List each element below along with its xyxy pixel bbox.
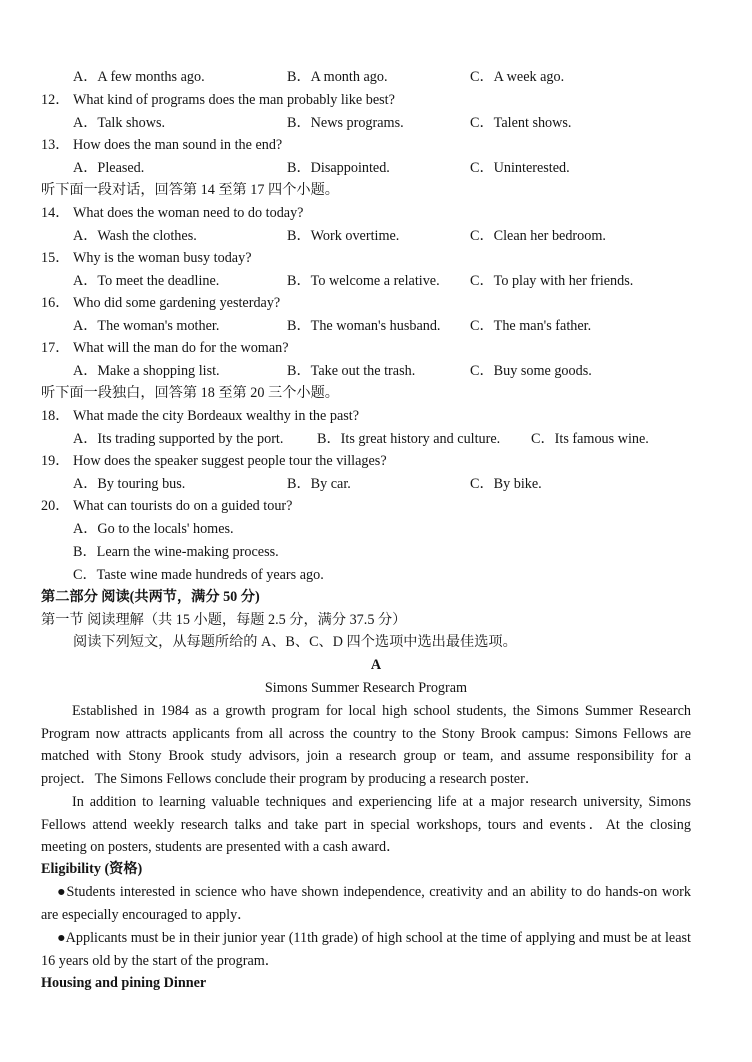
dialog-instruction: 听下面一段对话，回答第 14 至第 17 四个小题。 — [41, 182, 339, 198]
option-a: A．Pleased. — [73, 160, 145, 176]
eligibility-bullet-1 — [41, 881, 691, 926]
paragraph-text: Established in 1984 as a growth program for local high school students, the Simons Summer Research Program now attracts applicants from all across the country to the Stony Brook campus: Simons Fellows are matched with Stony Brook study advisors, join a research group or team, and assume responsibility for a project．The Simons Fellows conclude their program by producing a research poster． — [41, 703, 691, 787]
option-b: B．The woman's husband. — [287, 318, 441, 334]
option-c: C．Buy some goods. — [470, 363, 592, 379]
passage-paragraph-2 — [41, 791, 691, 859]
option-c: C．Clean her bedroom. — [470, 228, 606, 244]
option-c: C．The man's father. — [470, 318, 592, 334]
paragraph-text: In addition to learning valuable techniques and experiencing life at a major research university, Simons Fellows attend weekly research talks and take part in special workshops, tours and events．At the closing meeting on posters, students are presented with a cash award． — [41, 794, 691, 856]
question-number: 18． — [41, 408, 70, 424]
passage-letter: A — [370, 657, 382, 673]
option-b: B．A month ago. — [287, 69, 388, 85]
option-b: B．Take out the trash. — [287, 363, 416, 379]
option-c: C．Uninterested. — [470, 160, 570, 176]
part2-heading: 第二部分 阅读(共两节，满分 50 分) — [41, 589, 260, 605]
option-a: A．By touring bus. — [73, 476, 186, 492]
option-b: B．News programs. — [287, 115, 404, 131]
question-stem: What will the man do for the woman? — [73, 340, 289, 356]
option-b: B．Work overtime. — [287, 228, 400, 244]
option-c: C．By bike. — [470, 476, 542, 492]
option-c: C．A week ago. — [470, 69, 565, 85]
housing-heading: Housing and pining Dinner — [41, 975, 207, 991]
question-stem: What kind of programs does the man probably like best? — [73, 92, 395, 108]
question-stem: How does the speaker suggest people tour the villages? — [73, 453, 387, 469]
section1-heading: 第一节 阅读理解（共 15 小题，每题 2.5 分，满分 37.5 分） — [41, 612, 407, 628]
eligibility-bullet-2 — [41, 927, 691, 972]
option-c: C．To play with her friends. — [470, 273, 634, 289]
question-number: 12． — [41, 92, 70, 108]
option-a: A．To meet the deadline. — [73, 273, 220, 289]
question-stem: What made the city Bordeaux wealthy in the past? — [73, 408, 360, 424]
option-a: A．Its trading supported by the port. — [73, 431, 284, 447]
option-b: B．Disappointed. — [287, 160, 390, 176]
bullet-text: ●Students interested in science who have shown independence, creativity and an ability to do hands-on work are especially encouraged to apply． — [41, 884, 691, 923]
question-stem: How does the man sound in the end? — [73, 137, 283, 153]
question-stem: Why is the woman busy today? — [73, 250, 252, 266]
question-number: 15． — [41, 250, 70, 266]
question-number: 14． — [41, 205, 70, 221]
option-a: A．Wash the clothes. — [73, 228, 197, 244]
question-number: 17． — [41, 340, 70, 356]
question-number: 13． — [41, 137, 70, 153]
option-a: A．The woman's mother. — [73, 318, 220, 334]
question-stem: Who did some gardening yesterday? — [73, 295, 281, 311]
option-b: B．By car. — [287, 476, 351, 492]
option-b: B．To welcome a relative. — [287, 273, 440, 289]
option-c: C．Talent shows. — [470, 115, 572, 131]
option-c: C．Its famous wine. — [531, 431, 649, 447]
option-a: A．Talk shows. — [73, 115, 166, 131]
option-a: A．Go to the locals' homes. — [73, 521, 234, 537]
option-b: B．Learn the wine-making process. — [73, 544, 279, 560]
question-stem: What does the woman need to do today? — [73, 205, 304, 221]
option-c: C．Taste wine made hundreds of years ago. — [73, 567, 324, 583]
bullet-text: ●Applicants must be in their junior year (11th grade) of high school at the time of applying and must be at least 16 years old by the start of the program． — [41, 930, 691, 969]
question-number: 16． — [41, 295, 70, 311]
passage-paragraph-1 — [41, 700, 691, 790]
option-a: A．A few months ago. — [73, 69, 205, 85]
option-a: A．Make a shopping list. — [73, 363, 220, 379]
question-stem: What can tourists do on a guided tour? — [73, 498, 293, 514]
passage-title: Simons Summer Research Program — [264, 680, 468, 696]
eligibility-heading: Eligibility (资格) — [41, 861, 143, 877]
monologue-instruction: 听下面一段独白，回答第 18 至第 20 三个小题。 — [41, 385, 339, 401]
option-b: B．Its great history and culture. — [317, 431, 501, 447]
question-number: 20． — [41, 498, 70, 514]
reading-directions: 阅读下列短文，从每题所给的 A、B、C、D 四个选项中选出最佳选项。 — [73, 634, 517, 650]
question-number: 19． — [41, 453, 70, 469]
